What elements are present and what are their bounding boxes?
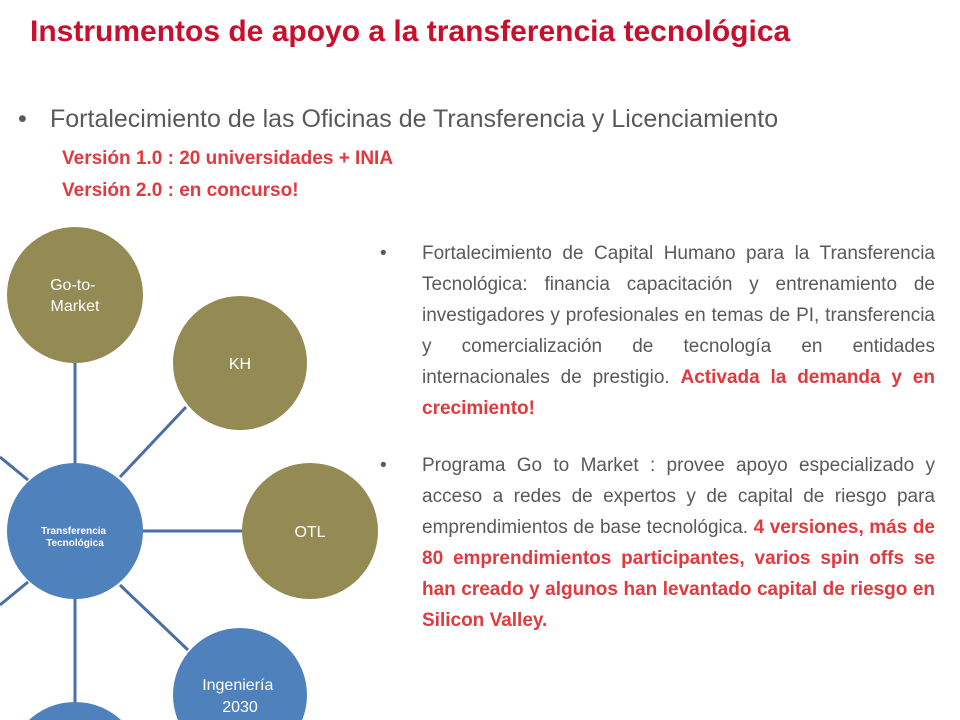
node-go-to-market-line-1: Go-to- <box>50 277 96 294</box>
bullet-dot: • <box>18 105 27 133</box>
connector-kh <box>120 407 186 477</box>
connector-left-lower <box>0 582 28 605</box>
bullet-dot: • <box>380 243 387 264</box>
version-1-text: Versión 1.0 : 20 universidades + INIA <box>62 148 394 169</box>
node-bottom-partial <box>7 702 143 720</box>
node-ingenieria-line-2: 2030 <box>222 699 258 716</box>
paragraph-go-to-market-text <box>422 450 935 636</box>
connector-ingenieria <box>120 585 188 650</box>
node-go-to-market-line-2: Market <box>50 298 100 315</box>
node-center-label <box>41 526 109 549</box>
paragraph-capital-humano <box>380 238 935 424</box>
paragraph-capital-humano-body: Fortalecimiento de Capital Humano para la Transferencia Tecnológica: financia capacitación y entrenamiento de investigadores y profesionales en temas de PI, transferencia y comercialización de tecnología en entidades internacionales de prestigio. <box>422 243 935 388</box>
node-center-line-2: Tecnológica <box>46 538 104 549</box>
paragraph-capital-humano-highlight: Activada la demanda y en crecimiento! <box>422 367 935 419</box>
slide-title: Instrumentos de apoyo a la transferencia tecnológica <box>30 15 791 48</box>
version-2-text: Versión 2.0 : en concurso! <box>62 180 299 201</box>
right-column <box>380 238 935 636</box>
connector-left-upper <box>0 457 28 480</box>
node-center-line-1: Transferencia <box>41 526 107 537</box>
node-kh-label: KH <box>228 356 252 373</box>
bullet-dot: • <box>380 455 387 476</box>
main-bullet-text: Fortalecimiento de las Oficinas de Transferencia y Licenciamiento <box>50 105 779 133</box>
paragraph-go-to-market-body: Programa Go to Market : provee apoyo especializado y acceso a redes de expertos y de capital de riesgo para emprendimientos de base tecnológica. <box>422 455 935 538</box>
paragraph-capital-humano-text <box>422 238 935 424</box>
node-ingenieria-line-1: Ingeniería <box>202 677 274 694</box>
node-otl-label: OTL <box>294 524 326 541</box>
paragraph-go-to-market-highlight: 4 versiones, más de 80 emprendimientos participantes, varios spin offs se han creado y algunos han levantado capital de riesgo en Silicon Valley. <box>422 517 935 631</box>
paragraph-go-to-market <box>380 450 935 636</box>
node-go-to-market <box>7 227 143 363</box>
